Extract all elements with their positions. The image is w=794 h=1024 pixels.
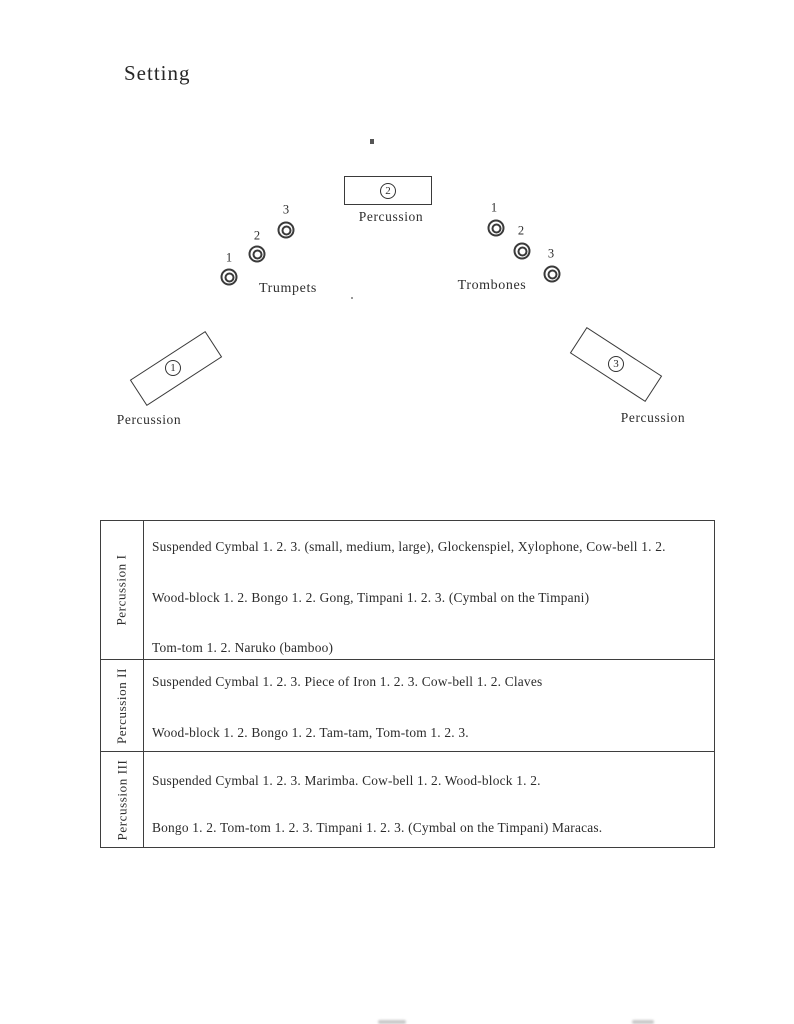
table-row-percussion-2: [101, 660, 714, 752]
trombone-seat-1: [488, 220, 505, 237]
scan-speck: [370, 139, 374, 144]
instrument-line: Wood-block 1. 2. Bongo 1. 2. Tam-tam, Tom-tom 1. 2. 3.: [152, 725, 469, 740]
table-row-percussion-1: [101, 521, 714, 660]
row-header-percussion-1: Percussion I: [114, 554, 130, 626]
row-header-percussion-2: Percussion II: [114, 667, 130, 744]
seat-ring-icon: [224, 272, 234, 282]
instrument-line: Wood-block 1. 2. Bongo 1. 2. Gong, Timpani 1. 2. 3. (Cymbal on the Timpani): [152, 589, 590, 605]
page-edge-artifact: [632, 1020, 654, 1024]
row-header-cell: [101, 752, 144, 847]
trombone-seat-number-3: 3: [547, 246, 555, 261]
row-header-cell: [101, 521, 144, 659]
trombone-seat-number-1: 1: [490, 200, 498, 215]
table-row-percussion-3: [101, 752, 714, 847]
instrument-table: [100, 520, 715, 848]
trombones-label: Trombones: [457, 278, 527, 293]
trumpet-seat-2: [249, 246, 266, 263]
trumpet-seat-number-1: 1: [225, 250, 233, 265]
trumpet-seat-3: [278, 222, 295, 239]
instrument-line: Suspended Cymbal 1. 2. 3. Piece of Iron 1. 2. 3. Cow-bell 1. 2. Claves: [152, 674, 543, 689]
seat-ring-icon: [252, 249, 262, 259]
trombone-seat-2: [514, 243, 531, 260]
instrument-list-cell: [144, 660, 714, 751]
percussion-station-2-label: Percussion: [358, 209, 424, 224]
instrument-line: Suspended Cymbal 1. 2. 3. Marimba. Cow-bell 1. 2. Wood-block 1. 2.: [152, 773, 541, 788]
circled-1-icon: 1: [165, 360, 181, 376]
instrument-list-cell: [144, 521, 714, 659]
instrument-list-cell: [144, 752, 714, 847]
seat-ring-icon: [281, 225, 291, 235]
seat-ring-icon: [491, 223, 501, 233]
percussion-station-3-label: Percussion: [620, 410, 686, 425]
trombone-seat-3: [544, 266, 561, 283]
seat-ring-icon: [547, 269, 557, 279]
instrument-line: Suspended Cymbal 1. 2. 3. (small, medium, large), Glockenspiel, Xylophone, Cow-bell 1. 2.: [152, 539, 666, 554]
percussion-station-1-label: Percussion: [116, 412, 182, 427]
page-title: Setting: [124, 61, 191, 85]
circled-2-icon: 2: [380, 183, 396, 199]
row-header-cell: [101, 660, 144, 751]
trumpet-seat-number-2: 2: [253, 228, 261, 243]
circled-3-icon: 3: [608, 356, 624, 372]
scan-speck: [351, 297, 353, 299]
row-header-percussion-3: Percussion III: [114, 759, 129, 840]
trombone-seat-number-2: 2: [517, 223, 525, 238]
trumpet-seat-1: [221, 269, 238, 286]
trumpet-seat-number-3: 3: [282, 202, 290, 217]
instrument-line: Bongo 1. 2. Tom-tom 1. 2. 3. Timpani 1. 2. 3. (Cymbal on the Timpani) Maracas.: [152, 820, 603, 835]
percussion-station-2-box: [344, 176, 432, 205]
instrument-line: Tom-tom 1. 2. Naruko (bamboo): [152, 640, 334, 655]
page-edge-artifact: [378, 1020, 406, 1024]
seat-ring-icon: [517, 246, 527, 256]
trumpets-label: Trumpets: [259, 281, 317, 296]
